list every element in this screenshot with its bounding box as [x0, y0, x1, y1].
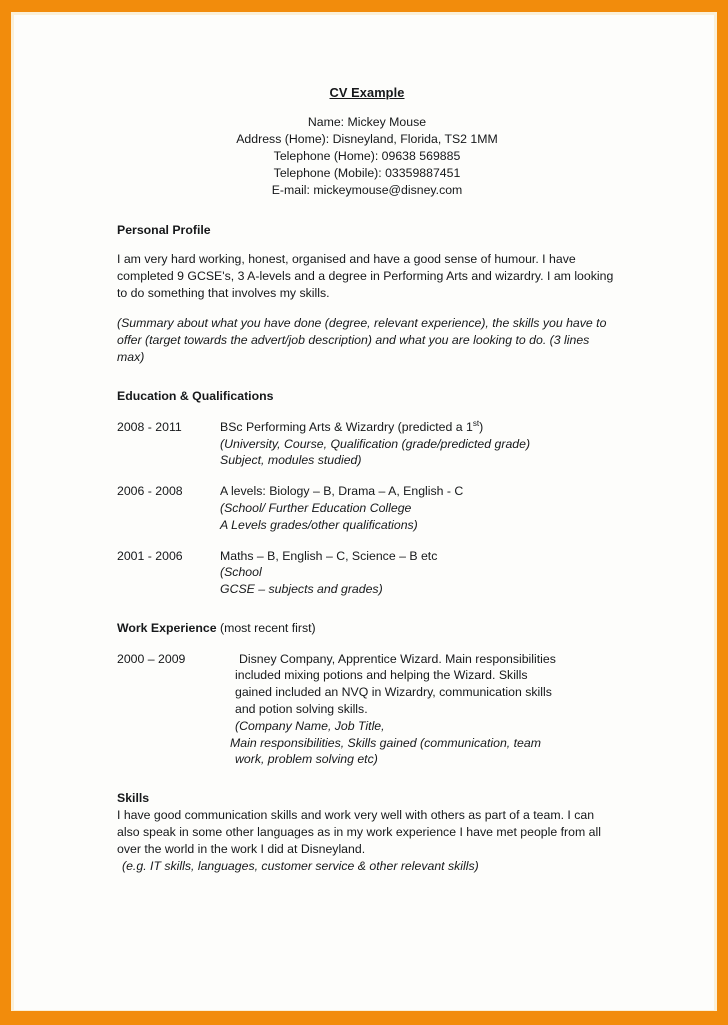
- education-entry-guidance-line: (School: [220, 565, 262, 580]
- education-entry-title-pre: BSc Performing Arts & Wizardry (predicted a 1: [220, 419, 473, 434]
- work-experience-body-line: Disney Company, Apprentice Wizard. Main responsibilities: [239, 651, 556, 666]
- education-entry-dates: 2008 - 2011: [117, 419, 182, 434]
- skills-guidance: (e.g. IT skills, languages, customer service & other relevant skills): [122, 858, 479, 873]
- work-experience-guidance-line: work, problem solving etc): [235, 752, 378, 767]
- education-entry-title: [220, 419, 617, 436]
- education-entry-guidance-line: (University, Course, Qualification (grade/predicted grade): [220, 436, 531, 451]
- education-entry-title: Maths – B, English – C, Science – B etc: [220, 548, 438, 563]
- education-entry: [117, 483, 617, 533]
- contact-details: [117, 114, 617, 200]
- work-experience-guidance-line: (Company Name, Job Title,: [235, 718, 385, 733]
- work-experience-body-line: included mixing potions and helping the Wizard. Skills: [235, 668, 528, 683]
- education-entry-guidance-line: GCSE – subjects and grades): [220, 582, 383, 597]
- section-heading-personal-profile: Personal Profile: [117, 222, 211, 237]
- work-experience-body-line: gained included an NVQ in Wizardry, communication skills: [235, 685, 552, 700]
- page-title: CV Example: [329, 85, 405, 100]
- skills-body: I have good communication skills and work very well with others as part of a team. I can also speak in some other languages as in my work experience I have met people from all over the world in the work I did at Disneyland.: [117, 807, 601, 856]
- work-experience-entry-dates: 2000 – 2009: [117, 651, 186, 666]
- section-heading-skills: Skills: [117, 791, 150, 806]
- education-entry-guidance-line: A Levels grades/other qualifications): [220, 517, 418, 532]
- personal-profile-body: I am very hard working, honest, organised and have a good sense of humour. I have completed 9 GCSE's, 3 A-levels and a degree in Performing Arts and wizardry. I am looking to do something that involves my skills.: [117, 252, 614, 301]
- contact-telephone-home: Telephone (Home): 09638 569885: [273, 149, 461, 163]
- education-entry-title: A levels: Biology – B, Drama – A, English - C: [220, 484, 464, 499]
- education-entry-dates: 2006 - 2008: [117, 484, 183, 499]
- education-entry-body: [220, 419, 617, 469]
- work-experience-entry-body: [230, 651, 617, 769]
- work-experience-guidance-line: Main responsibilities, Skills gained (communication, team: [230, 735, 541, 750]
- education-entry-dates: 2001 - 2006: [117, 548, 183, 563]
- ordinal-suffix: st: [472, 418, 480, 428]
- personal-profile-guidance: (Summary about what you have done (degree, relevant experience), the skills you have to offer (target towards the advert/job description) and what you are looking to do. (3 lines max): [117, 316, 607, 365]
- work-experience-heading-note: (most recent first): [219, 620, 316, 635]
- contact-email: E-mail: mickeymouse@disney.com: [271, 183, 463, 198]
- cv-content: [117, 85, 617, 875]
- contact-telephone-mobile: Telephone (Mobile): 03359887451: [273, 166, 461, 181]
- work-experience-entry: [117, 651, 617, 769]
- section-heading-work-experience: [117, 620, 617, 637]
- document-page: [14, 15, 714, 1010]
- contact-address: Address (Home): Disneyland, Florida, TS2 1MM: [236, 131, 498, 146]
- education-entry-guidance-line: Subject, modules studied): [220, 453, 362, 468]
- education-entry-body: [220, 548, 617, 598]
- work-experience-heading-text: Work Experience: [117, 620, 217, 635]
- education-entry-title-post: ): [479, 419, 484, 434]
- work-experience-body-line: and potion solving skills.: [235, 701, 368, 716]
- section-heading-education: Education & Qualifications: [117, 389, 274, 404]
- education-entry: [117, 548, 617, 598]
- education-entry: [117, 419, 617, 469]
- contact-name: Name: Mickey Mouse: [307, 114, 427, 129]
- education-entry-guidance-line: (School/ Further Education College: [220, 500, 412, 515]
- education-entry-body: [220, 483, 617, 533]
